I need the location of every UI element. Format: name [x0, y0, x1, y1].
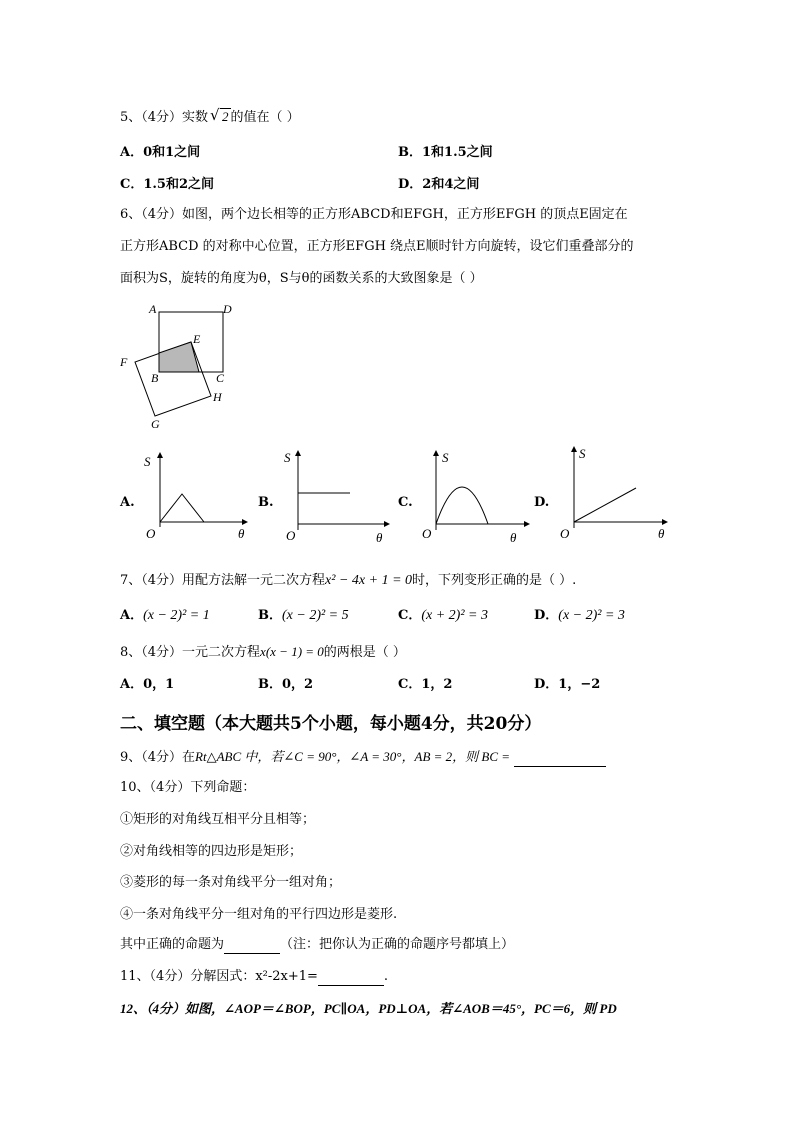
q10-item-3: ③菱形的每一条对角线平分一组对角； [120, 875, 342, 890]
q6-squares-figure [115, 300, 235, 430]
label-e: E [193, 332, 201, 346]
q7-prefix: 7、（4分）用配方法解一元二次方程 [120, 573, 326, 588]
graph-a-curve [160, 494, 204, 522]
q11-answer-blank[interactable] [318, 969, 384, 986]
q8-suffix: 的两根是（ ） [323, 645, 406, 660]
q10-stem: 10、（4分）下列命题： [120, 780, 256, 795]
graph-b-y-label: S [284, 450, 291, 465]
q9-prefix: 9、（4分）在 [120, 750, 196, 765]
q7-option-c[interactable]: C．(x + 2)² = 3 [398, 608, 488, 623]
label-a: A [149, 302, 157, 316]
q8-option-d[interactable]: D．1，−2 [534, 677, 601, 692]
q10-item-4: ④一条对角线平分一组对角的平行四边形是菱形. [120, 907, 398, 922]
q10-item-2: ②对角线相等的四边形是矩形； [120, 844, 303, 859]
q6-graph-c[interactable] [420, 448, 535, 543]
graph-b-x-label: θ [376, 530, 383, 545]
q6-option-c-letter[interactable]: C. [398, 495, 413, 510]
q5-option-b[interactable]: B．1和1.5之间 [398, 145, 493, 160]
q10-answer-line [120, 936, 514, 954]
graph-d-y-label: S [579, 446, 586, 461]
q7-option-a[interactable]: A．(x − 2)² = 1 [120, 608, 210, 623]
graph-b-origin: O [286, 528, 296, 543]
graph-c-y-label: S [442, 450, 449, 465]
graph-c-x-label: θ [510, 530, 517, 545]
q6-line-2: 正方形ABCD 的对称中心位置，正方形EFGH 绕点E顺时针方向旋转，设它们重叠部分的 [120, 239, 634, 254]
q7-option-d[interactable]: D．(x − 2)² = 3 [534, 608, 625, 623]
sqrt-symbol: √ 2 [210, 106, 229, 124]
graph-c-origin: O [422, 526, 432, 541]
q5-option-d[interactable]: D．2和4之间 [398, 177, 480, 192]
q11-suffix: . [383, 969, 389, 984]
q5-stem [120, 108, 300, 127]
q8-option-a[interactable]: A．0，1 [120, 677, 175, 692]
q12-stem: 12、（4分）如图，∠AOP＝∠BOP，PC∥OA，PD⊥OA，若∠AOB＝45°，PC＝6，则 PD [120, 1001, 617, 1016]
label-f: F [120, 355, 128, 369]
q6-option-a-letter[interactable]: A. [120, 495, 135, 510]
label-d: D [223, 302, 232, 316]
q7-option-b[interactable]: B．(x − 2)² = 5 [258, 608, 349, 623]
q10-answer-blank[interactable] [224, 937, 280, 954]
label-b: B [151, 371, 159, 385]
section-2-heading: 二、填空题（本大题共5个小题，每小题4分，共20分） [120, 714, 542, 734]
graph-d-x-label: θ [658, 526, 665, 541]
graph-c-curve [436, 487, 488, 524]
q11-prefix: 11、（4分）分解因式：x²-2x+1= [120, 969, 318, 984]
q5-prefix: 5、（4分）实数 [120, 110, 209, 125]
q8-stem [120, 643, 406, 662]
q9-stem [120, 748, 606, 767]
q6-line-3: 面积为S，旋转的角度为θ，S与θ的函数关系的大致图象是（ ） [120, 271, 483, 286]
q8-equation: x(x − 1) = 0 [260, 644, 324, 659]
q7-equation: x² − 4x + 1 = 0 [325, 573, 413, 588]
q8-option-c[interactable]: C．1，2 [398, 677, 453, 692]
q5-radicand: 2 [222, 109, 229, 124]
graph-d-origin: O [560, 526, 570, 541]
q10-answer-prefix: 其中正确的命题为 [120, 937, 225, 952]
label-g: G [151, 417, 160, 431]
q9-math: Rt△ABC 中，若∠C = 90°，∠A = 30°，AB = 2，则 BC = [195, 749, 511, 764]
q10-answer-note: （注：把你认为正确的命题序号都填上） [280, 937, 515, 952]
q8-option-b[interactable]: B．0，2 [258, 677, 314, 692]
q6-graph-b[interactable] [280, 448, 395, 543]
q10-item-1: ①矩形的对角线互相平分且相等； [120, 812, 316, 827]
q6-graph-a[interactable] [140, 452, 250, 542]
q6-option-b-letter[interactable]: B. [258, 495, 274, 510]
graph-d-curve [574, 488, 636, 522]
q11-stem [120, 968, 388, 986]
label-c: C [216, 371, 225, 385]
graph-a-origin: O [146, 526, 156, 541]
label-h: H [213, 390, 222, 404]
q6-option-d-letter[interactable]: D. [534, 495, 550, 510]
q5-suffix: 的值在（ ） [230, 110, 300, 125]
graph-a-x-label: θ [238, 526, 245, 541]
q5-option-a[interactable]: A．0和1之间 [120, 145, 201, 160]
q7-stem [120, 572, 576, 590]
q9-answer-blank[interactable] [514, 750, 606, 767]
q6-line-1: 6、（4分）如图，两个边长相等的正方形ABCD和EFGH，正方形EFGH 的顶点E固定在 [120, 207, 628, 222]
q8-prefix: 8、（4分）一元二次方程 [120, 645, 261, 660]
q6-graph-d[interactable] [558, 444, 678, 544]
q5-option-c[interactable]: C．1.5和2之间 [120, 177, 215, 192]
q7-suffix: 时，下列变形正确的是（ ）. [412, 573, 577, 588]
graph-a-y-label: S [144, 454, 151, 469]
